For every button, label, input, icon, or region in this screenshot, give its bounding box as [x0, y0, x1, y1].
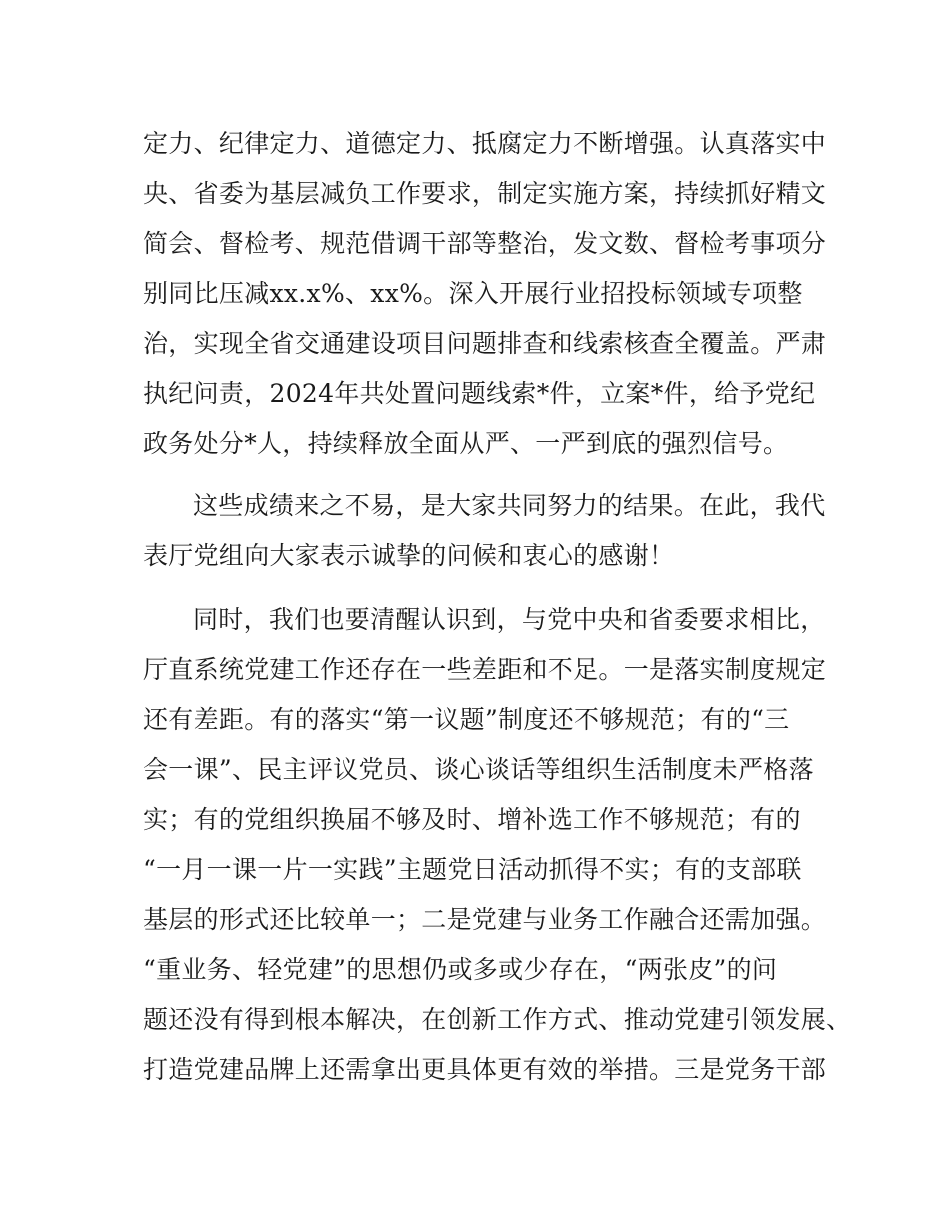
text-line: 简会、督检考、规范借调干部等整治，发文数、督检考事项分	[143, 229, 827, 258]
text-line: 这些成绩来之不易，是大家共同努力的结果。在此，我代	[193, 491, 826, 520]
text-line: 基层的形式还比较单一；二是党建与业务工作融合还需加强。	[143, 905, 827, 934]
text-line: 定力、纪律定力、道德定力、抵腐定力不断增强。认真落实中	[143, 129, 827, 158]
text-line: 实；有的党组织换届不够及时、增补选工作不够规范；有的	[143, 805, 801, 834]
text-line: “重业务、轻党建”的思想仍或多或少存在，“两张皮”的问	[143, 955, 778, 984]
text-line: 别同比压减xx.x%、xx%。深入开展行业招投标领域专项整	[143, 279, 803, 308]
text-line: 表厅党组向大家表示诚挚的问候和衷心的感谢！	[143, 541, 675, 570]
text-line: 还有差距。有的落实“第一议题”制度还不够规范；有的“三	[143, 705, 790, 734]
text-line: 央、省委为基层减负工作要求，制定实施方案，持续抓好精文	[143, 179, 827, 208]
text-line: 执纪问责，2024年共处置问题线索*件，立案*件，给予党纪	[143, 379, 816, 408]
text-line: 会一课”、民主评议党员、谈心谈话等组织生活制度未严格落	[143, 755, 814, 784]
text-line: 题还没有得到根本解决，在创新工作方式、推动党建引领发展、	[143, 1005, 852, 1034]
text-line: 治，实现全省交通建设项目问题排查和线索核查全覆盖。严肃	[143, 329, 827, 358]
text-line: “一月一课一片一实践”主题党日活动抓得不实；有的支部联	[143, 855, 802, 884]
text-line: 政务处分*人，持续释放全面从严、一严到底的强烈信号。	[143, 429, 789, 458]
text-line: 同时，我们也要清醒认识到，与党中央和省委要求相比，	[193, 605, 826, 634]
text-line: 厅直系统党建工作还存在一些差距和不足。一是落实制度规定	[143, 655, 827, 684]
text-line: 打造党建品牌上还需拿出更具体更有效的举措。三是党务干部	[143, 1055, 827, 1084]
